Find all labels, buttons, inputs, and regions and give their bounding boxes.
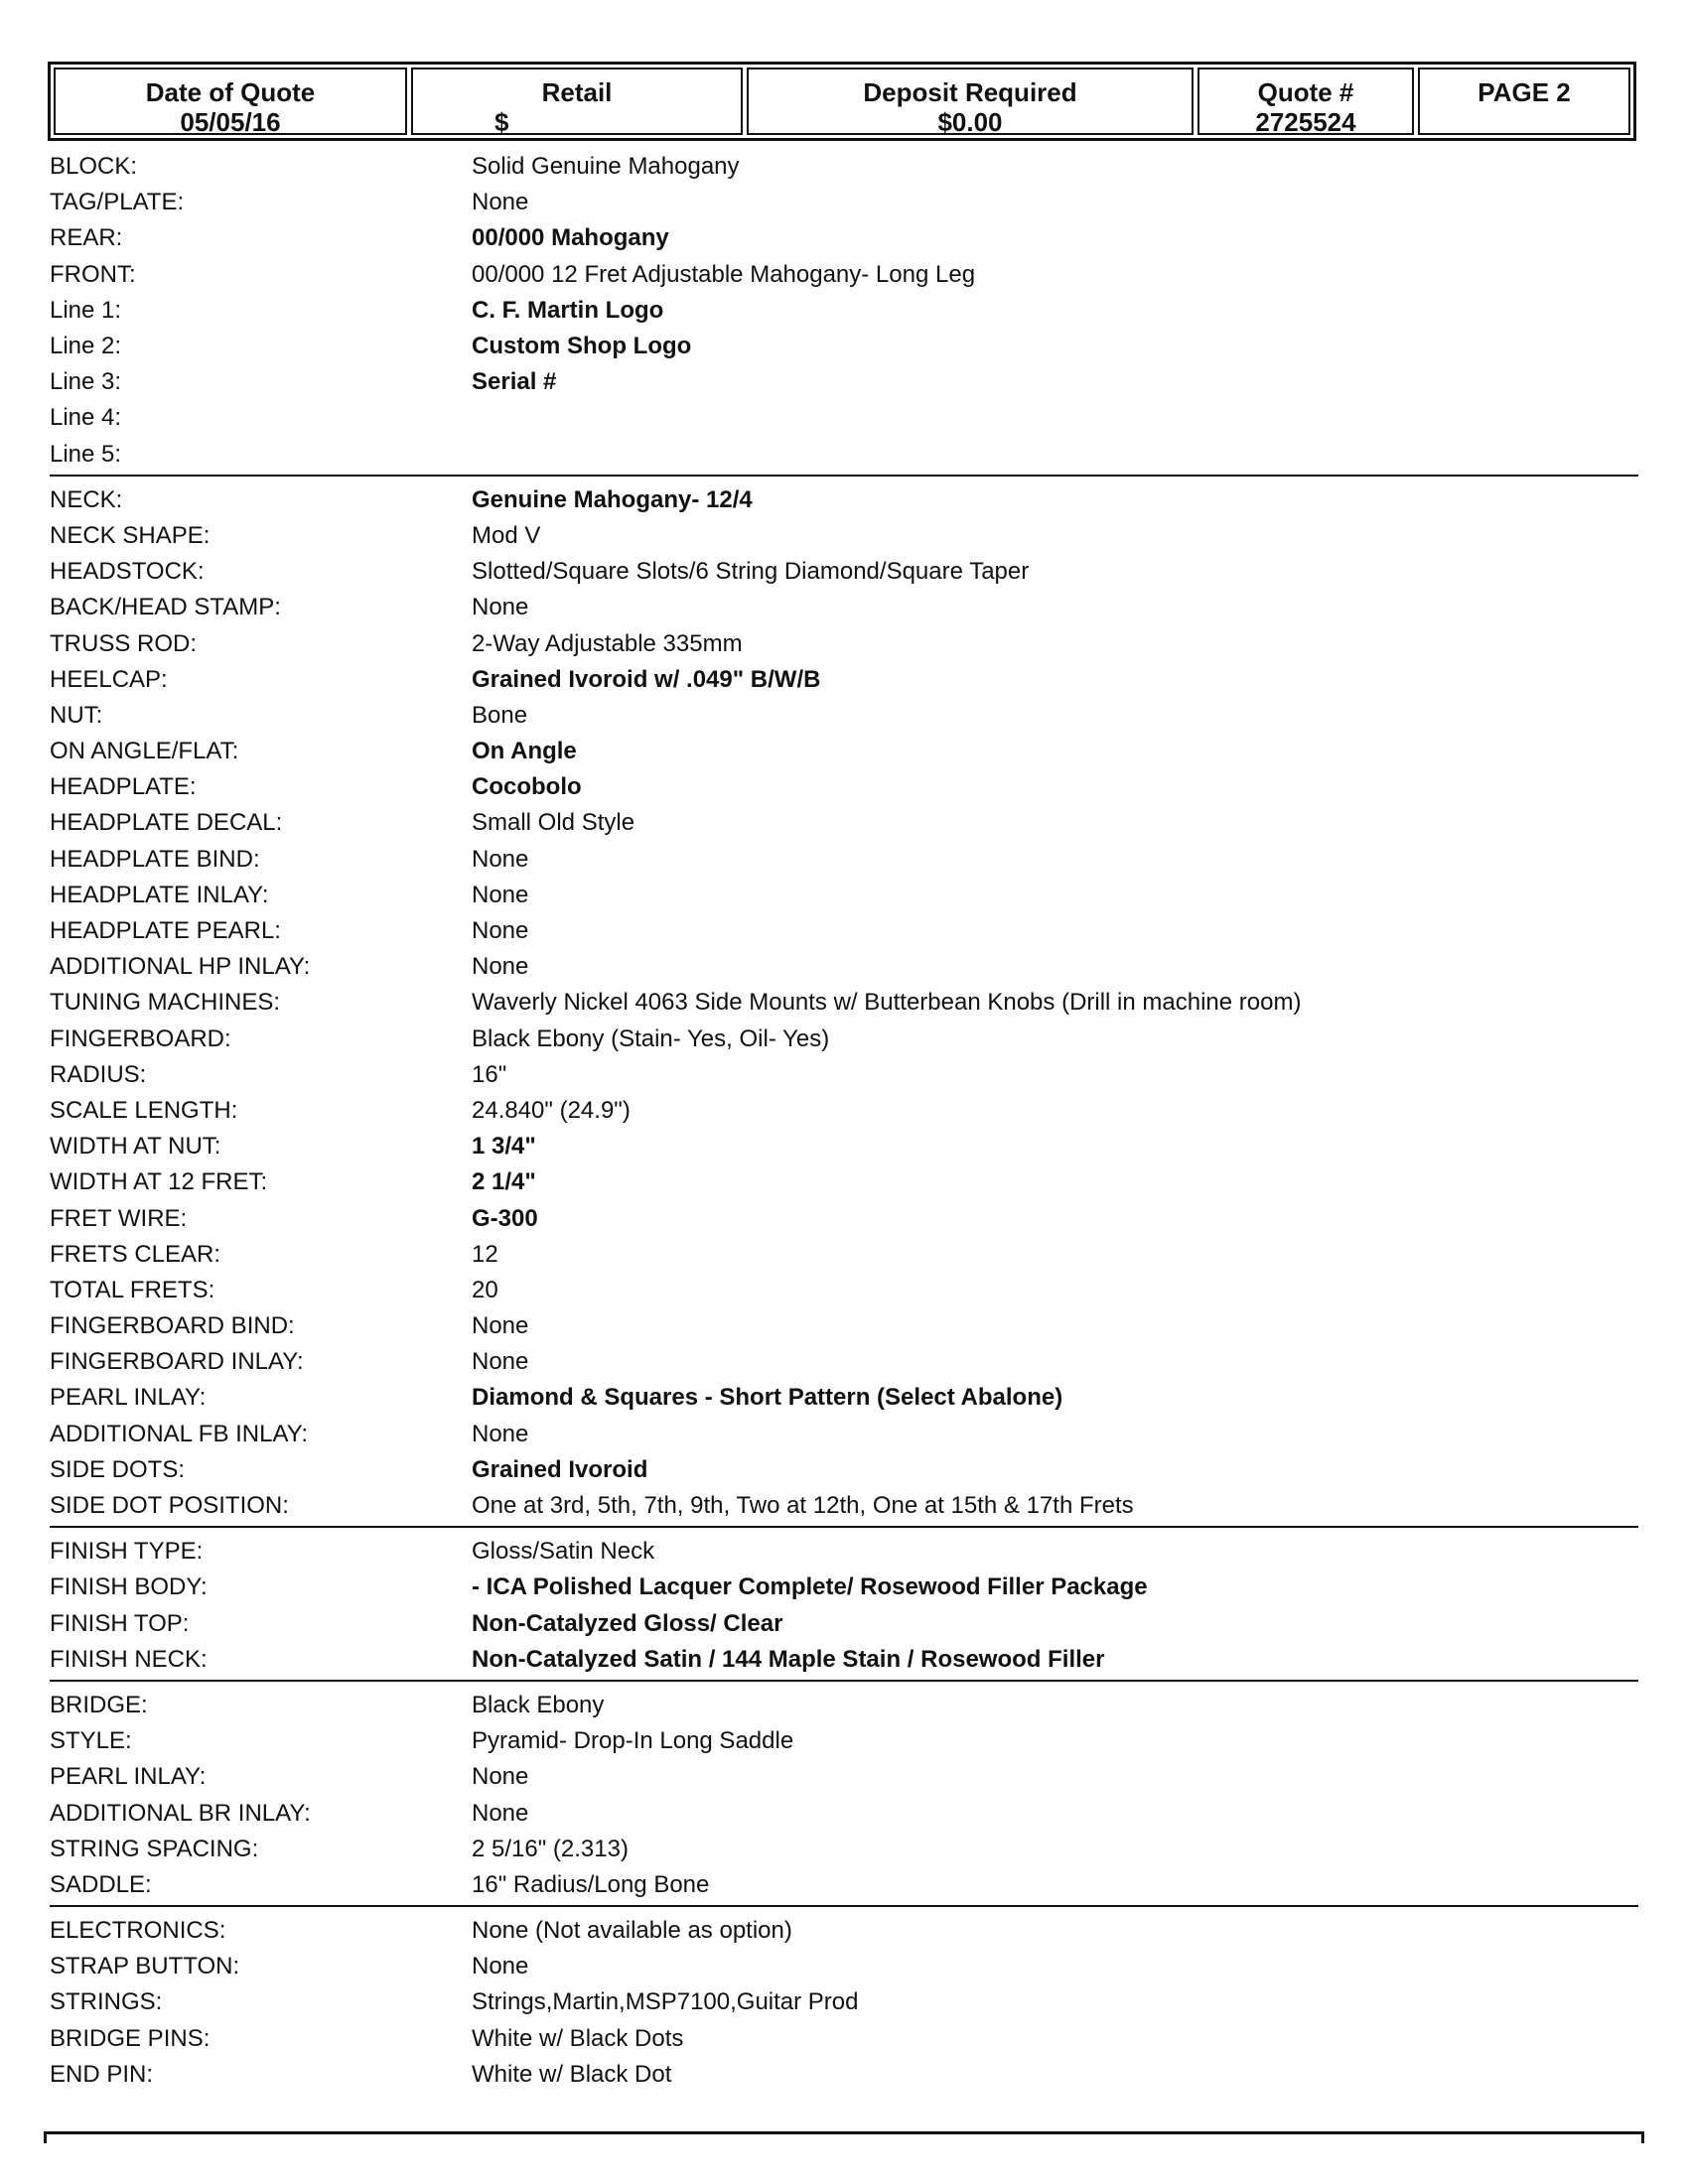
deposit-required-label: Deposit Required [863, 77, 1077, 107]
spec-row [50, 734, 1638, 769]
deposit-required-value: $0.00 [937, 107, 1003, 137]
spec-row [50, 1606, 1638, 1642]
spec-value: 00/000 Mahogany [472, 224, 669, 252]
spec-row [50, 257, 1638, 293]
spec-label: REAR: [50, 224, 123, 252]
spec-value: On Angle [472, 738, 577, 765]
spec-row [50, 1795, 1638, 1831]
spec-value: Cocobolo [472, 773, 582, 801]
deposit-required-cell [747, 68, 1194, 135]
spec-value: White w/ Black Dot [472, 2060, 672, 2088]
page-number-cell [1418, 68, 1630, 135]
spec-row [50, 1200, 1638, 1236]
spec-row [50, 625, 1638, 661]
spec-label: ADDITIONAL FB INLAY: [50, 1420, 309, 1447]
spec-value: 20 [472, 1276, 498, 1303]
spec-label: TUNING MACHINES: [50, 989, 281, 1017]
spec-label: ELECTRONICS: [50, 1917, 226, 1945]
spec-value: Serial # [472, 368, 557, 396]
retail-value: $ [494, 107, 509, 137]
spec-label: TRUSS ROD: [50, 629, 198, 657]
spec-value: 24.840" (24.9") [472, 1096, 631, 1124]
spec-label: ADDITIONAL HP INLAY: [50, 953, 311, 981]
date-of-quote-cell [54, 68, 407, 135]
spec-value: - ICA Polished Lacquer Complete/ Rosewood Filler Package [472, 1573, 1148, 1601]
spec-section [50, 1688, 1638, 1907]
page-number-label: PAGE 2 [1477, 77, 1571, 107]
spec-value: None [472, 594, 529, 621]
spec-row [50, 400, 1638, 436]
spec-value: Waverly Nickel 4063 Side Mounts w/ Butterbean Knobs (Drill in machine room) [472, 989, 1302, 1017]
spec-row [50, 985, 1638, 1021]
spec-value: None [472, 1420, 529, 1447]
spec-label: END PIN: [50, 2060, 154, 2088]
spec-row [50, 1273, 1638, 1308]
quote-number-value: 2725524 [1255, 107, 1356, 137]
spec-row [50, 220, 1638, 256]
spec-value: Gloss/Satin Neck [472, 1538, 655, 1566]
spec-value: Custom Shop Logo [472, 333, 692, 360]
spec-section [50, 1913, 1638, 2095]
spec-row [50, 913, 1638, 949]
spec-value: One at 3rd, 5th, 7th, 9th, Two at 12th, One at 15th & 17th Frets [472, 1492, 1134, 1520]
spec-label: HEADPLATE DECAL: [50, 809, 283, 837]
spec-value: Grained Ivoroid w/ .049" B/W/B [472, 665, 821, 693]
spec-value: None [472, 1348, 529, 1376]
spec-label: PEARL INLAY: [50, 1763, 207, 1791]
spec-row [50, 698, 1638, 734]
spec-row [50, 1832, 1638, 1867]
spec-row [50, 1949, 1638, 1984]
spec-row [50, 1308, 1638, 1344]
spec-row [50, 1344, 1638, 1380]
spec-row [50, 185, 1638, 220]
spec-value: Grained Ivoroid [472, 1455, 648, 1483]
spec-label: RADIUS: [50, 1060, 147, 1088]
spec-label: BRIDGE: [50, 1691, 148, 1718]
spec-value: 16" Radius/Long Bone [472, 1870, 710, 1898]
spec-label: STYLE: [50, 1727, 132, 1755]
spec-row [50, 878, 1638, 913]
spec-label: FINISH BODY: [50, 1573, 208, 1601]
spec-row [50, 2021, 1638, 2057]
spec-row [50, 1984, 1638, 2020]
spec-row [50, 1642, 1638, 1678]
spec-label: STRAP BUTTON: [50, 1953, 240, 1980]
spec-label: BLOCK: [50, 153, 138, 181]
spec-label: STRING SPACING: [50, 1835, 259, 1862]
spec-value: None [472, 1763, 529, 1791]
spec-row [50, 1488, 1638, 1524]
spec-row [50, 1688, 1638, 1723]
spec-value: Black Ebony (Stain- Yes, Oil- Yes) [472, 1024, 830, 1052]
spec-label: Line 3: [50, 368, 122, 396]
spec-row [50, 437, 1638, 473]
spec-row [50, 1867, 1638, 1903]
spec-row [50, 149, 1638, 185]
spec-value: Pyramid- Drop-In Long Saddle [472, 1727, 794, 1755]
spec-label: FINGERBOARD BIND: [50, 1312, 295, 1340]
spec-row [50, 1534, 1638, 1570]
spec-label: STRINGS: [50, 1988, 163, 2016]
spec-label: FINISH TYPE: [50, 1538, 204, 1566]
spec-row [50, 1237, 1638, 1273]
spec-label: PEARL INLAY: [50, 1384, 207, 1412]
spec-value: 2-Way Adjustable 335mm [472, 629, 743, 657]
spec-row [50, 662, 1638, 698]
spec-row [50, 805, 1638, 841]
spec-row [50, 949, 1638, 985]
spec-row [50, 1759, 1638, 1795]
spec-label: FINISH NECK: [50, 1645, 208, 1673]
spec-label: ADDITIONAL BR INLAY: [50, 1799, 311, 1827]
spec-value: Strings,Martin,MSP7100,Guitar Prod [472, 1988, 859, 2016]
spec-label: HEADSTOCK: [50, 558, 205, 586]
spec-value: 16" [472, 1060, 507, 1088]
spec-row [50, 769, 1638, 805]
spec-label: ON ANGLE/FLAT: [50, 738, 239, 765]
spec-row [50, 590, 1638, 625]
spec-value: Non-Catalyzed Gloss/ Clear [472, 1609, 783, 1637]
spec-section [50, 482, 1638, 1528]
spec-section [50, 149, 1638, 477]
spec-label: SCALE LENGTH: [50, 1096, 238, 1124]
spec-list [50, 149, 1638, 2101]
spec-label: HEADPLATE INLAY: [50, 881, 269, 908]
spec-label: FINGERBOARD INLAY: [50, 1348, 304, 1376]
spec-value: Genuine Mahogany- 12/4 [472, 485, 753, 513]
spec-label: HEADPLATE BIND: [50, 845, 260, 873]
spec-row [50, 1022, 1638, 1057]
spec-value: 00/000 12 Fret Adjustable Mahogany- Long Leg [472, 260, 976, 288]
spec-label: TAG/PLATE: [50, 189, 185, 216]
spec-label: Line 5: [50, 440, 122, 468]
spec-label: HEADPLATE: [50, 773, 197, 801]
spec-row [50, 1093, 1638, 1129]
quote-header [48, 62, 1636, 141]
spec-label: Line 2: [50, 333, 122, 360]
retail-cell [411, 68, 743, 135]
spec-label: SADDLE: [50, 1870, 152, 1898]
spec-row [50, 1057, 1638, 1093]
spec-label: TOTAL FRETS: [50, 1276, 215, 1303]
spec-label: FRONT: [50, 260, 136, 288]
spec-value: 2 1/4" [472, 1168, 536, 1196]
spec-value: Mod V [472, 521, 541, 549]
spec-row [50, 1417, 1638, 1452]
spec-value: G-300 [472, 1204, 538, 1232]
spec-value: Black Ebony [472, 1691, 605, 1718]
spec-label: BRIDGE PINS: [50, 2024, 211, 2052]
spec-value: None [472, 917, 529, 945]
spec-label: Line 1: [50, 296, 122, 324]
spec-label: HEADPLATE PEARL: [50, 917, 281, 945]
spec-value: None [472, 189, 529, 216]
spec-value: Small Old Style [472, 809, 635, 837]
spec-label: WIDTH AT NUT: [50, 1133, 221, 1160]
spec-row [50, 554, 1638, 590]
spec-value: 1 3/4" [472, 1133, 536, 1160]
retail-label: Retail [541, 77, 613, 107]
spec-label: FRETS CLEAR: [50, 1240, 221, 1268]
spec-row [50, 329, 1638, 364]
spec-row [50, 482, 1638, 518]
spec-row [50, 364, 1638, 400]
spec-label: NECK SHAPE: [50, 521, 211, 549]
spec-label: NECK: [50, 485, 123, 513]
spec-value: White w/ Black Dots [472, 2024, 684, 2052]
date-of-quote-value: 05/05/16 [180, 107, 281, 137]
spec-row [50, 1723, 1638, 1759]
spec-row [50, 842, 1638, 878]
spec-value: None [472, 881, 529, 908]
spec-row [50, 293, 1638, 329]
spec-value: None [472, 1799, 529, 1827]
spec-label: Line 4: [50, 404, 122, 432]
spec-label: NUT: [50, 701, 103, 729]
spec-row [50, 1164, 1638, 1200]
spec-label: FINISH TOP: [50, 1609, 190, 1637]
spec-row [50, 1452, 1638, 1488]
spec-value: 12 [472, 1240, 498, 1268]
spec-value: 2 5/16" (2.313) [472, 1835, 629, 1862]
spec-label: FRET WIRE: [50, 1204, 188, 1232]
spec-label: SIDE DOT POSITION: [50, 1492, 289, 1520]
spec-label: WIDTH AT 12 FRET: [50, 1168, 268, 1196]
spec-row [50, 1380, 1638, 1416]
date-of-quote-label: Date of Quote [145, 77, 316, 107]
quote-number-label: Quote # [1257, 77, 1354, 107]
footer-rule [44, 2131, 1644, 2134]
spec-value: None (Not available as option) [472, 1917, 792, 1945]
spec-section [50, 1534, 1638, 1682]
spec-row [50, 1913, 1638, 1949]
spec-value: Solid Genuine Mahogany [472, 153, 740, 181]
spec-row [50, 518, 1638, 554]
spec-label: HEELCAP: [50, 665, 168, 693]
spec-row [50, 1570, 1638, 1605]
spec-value: Diamond & Squares - Short Pattern (Select Abalone) [472, 1384, 1063, 1412]
spec-label: BACK/HEAD STAMP: [50, 594, 281, 621]
spec-value: Slotted/Square Slots/6 String Diamond/Square Taper [472, 558, 1030, 586]
spec-value: Bone [472, 701, 528, 729]
spec-value: None [472, 953, 529, 981]
spec-value: Non-Catalyzed Satin / 144 Maple Stain / Rosewood Filler [472, 1645, 1105, 1673]
spec-label: FINGERBOARD: [50, 1024, 231, 1052]
spec-label: SIDE DOTS: [50, 1455, 186, 1483]
spec-value: None [472, 1312, 529, 1340]
spec-value: None [472, 845, 529, 873]
spec-value: C. F. Martin Logo [472, 296, 664, 324]
spec-row [50, 1129, 1638, 1164]
spec-row [50, 2057, 1638, 2093]
spec-value: None [472, 1953, 529, 1980]
quote-number-cell [1197, 68, 1414, 135]
